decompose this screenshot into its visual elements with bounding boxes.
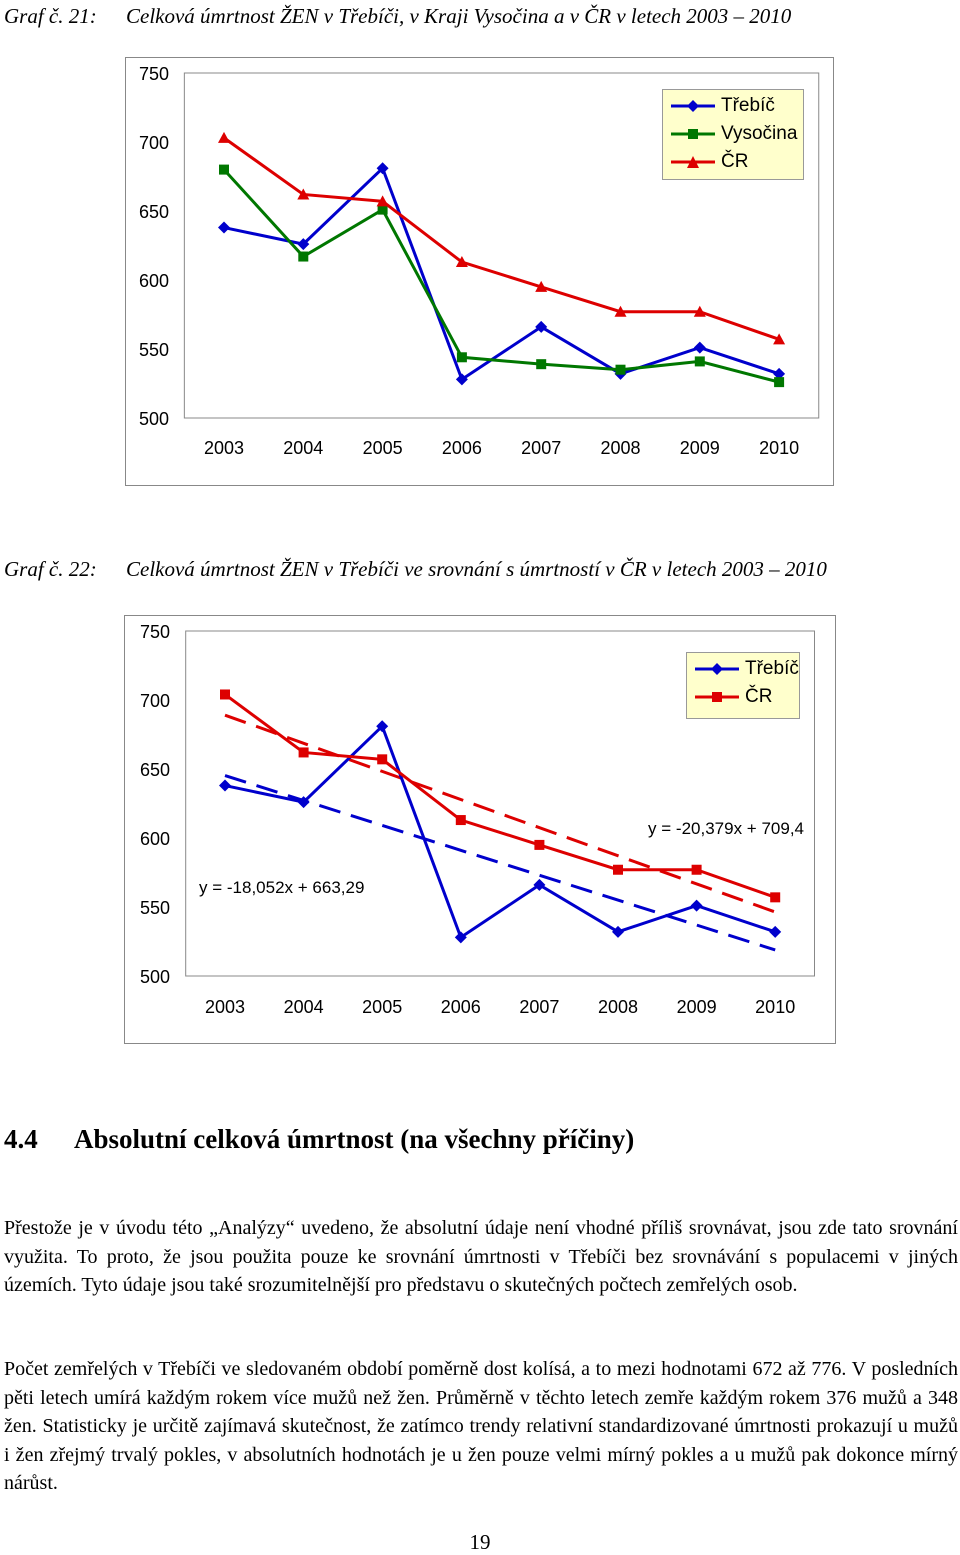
paragraph: Počet zemřelých v Třebíči ve sledovaném období poměrně dost kolísá, a to mezi hodnotami 672 až 776. V posledních pěti letech umírá každým rokem více mužů než žen. Průměrně v těchto letech zemře každým rokem 376 mužů a 348 žen. Statisticky je určitě zajímavá skutečnost, že zatímco trendy relativní standardizované úmrtnosti prokazují u mužů i žen zřejmý trvalý pokles, v absolutních hodnotách je u žen pouze velmi mírný pokles a u mužů pak dokonce mírný nárůst. [4,1358,958,1494]
x-tick-label: 2007 [521,438,562,458]
page-number: 19 [469,1530,491,1554]
data-point [456,815,466,825]
legend-marker [695,662,739,676]
data-point [377,754,387,764]
x-tick-label: 2003 [204,997,246,1017]
chart-legend [662,89,804,180]
data-point [219,780,231,792]
y-tick-label: 550 [139,898,170,918]
data-point [220,689,230,699]
data-point [769,926,781,938]
chart-caption [4,4,791,29]
x-tick-label: 2010 [755,997,796,1017]
trendline-equation: y = -18,052x + 663,29 [199,878,365,897]
y-tick-label: 500 [139,967,170,987]
legend-item [687,656,799,684]
data-point [536,359,546,369]
y-tick-label: 600 [139,829,170,849]
data-point [770,892,780,902]
data-point [616,365,626,375]
section-heading [4,1124,634,1155]
data-point [613,865,623,875]
x-tick-label: 2008 [600,438,641,458]
data-point [218,132,230,143]
data-point [534,840,544,850]
y-tick-label: 650 [138,202,169,222]
y-tick-label: 600 [138,271,169,291]
x-tick-label: 2006 [440,997,481,1017]
data-point [694,342,706,354]
data-point [457,352,467,362]
legend-item [663,93,803,121]
caption-title: Celková úmrtnost ŽEN v Třebíči, v Kraji Vysočina a v ČR v letech 2003 – 2010 [126,4,792,28]
x-tick-label: 2009 [676,997,717,1017]
y-tick-label: 500 [138,409,169,429]
legend-marker [695,690,739,704]
legend-marker [671,127,715,141]
x-tick-label: 2008 [597,997,639,1017]
legend-marker [671,99,715,113]
legend-label: Třebíč [721,95,775,116]
x-tick-label: 2006 [441,438,482,458]
legend-label: Třebíč [745,658,799,679]
data-point [692,865,702,875]
chart-mortality-trend [124,615,836,1044]
x-tick-label: 2004 [283,997,324,1017]
caption-number: Graf č. 22: [4,557,97,581]
legend-label: Vysočina [721,123,798,144]
paragraph: Přestože je v úvodu této „Analýzy“ uvedeno, že absolutní údaje není vhodné příliš srovnávat, jsou zde tato srovnání využita. To proto, že jsou použita pouze ke srovnání úmrtnosti v Třebíči bez srovnávání s populacemi v jiných územích. Tyto údaje jsou také srozumitelnější pro představu o skutečných počtech zemřelých osob. [4,1217,958,1296]
legend-label: ČR [745,686,773,707]
legend-marker [671,155,715,169]
x-tick-label: 2005 [362,438,403,458]
chart-caption [4,557,827,582]
legend-item [687,684,799,712]
data-point [695,356,705,366]
x-tick-label: 2007 [519,997,560,1017]
caption-title: Celková úmrtnost ŽEN v Třebíči ve srovnání s úmrtností v ČR v letech 2003 – 2010 [126,557,827,581]
chart-legend [686,652,800,719]
section-title: Absolutní celková úmrtnost (na všechny příčiny) [74,1124,635,1154]
legend-label: ČR [721,151,749,172]
section-number: 4.4 [4,1124,38,1154]
data-point [218,222,230,234]
x-tick-label: 2004 [283,438,324,458]
legend-item [663,149,803,177]
y-tick-label: 550 [138,340,169,360]
data-point [219,165,229,175]
y-tick-label: 700 [139,691,170,711]
y-tick-label: 650 [139,760,170,780]
x-tick-label: 2010 [759,438,800,458]
y-tick-label: 750 [138,64,169,84]
x-tick-label: 2003 [203,438,245,458]
data-point [774,377,784,387]
x-tick-label: 2009 [679,438,720,458]
x-tick-label: 2005 [362,997,403,1017]
data-point [299,747,309,757]
legend-item [663,121,803,149]
data-point [298,252,308,262]
trendline-equation: y = -20,379x + 709,4 [648,819,804,838]
y-tick-label: 750 [139,622,170,642]
data-point [691,900,703,912]
chart-mortality-regions [125,57,834,486]
caption-number: Graf č. 21: [4,4,97,28]
y-tick-label: 700 [138,133,169,153]
